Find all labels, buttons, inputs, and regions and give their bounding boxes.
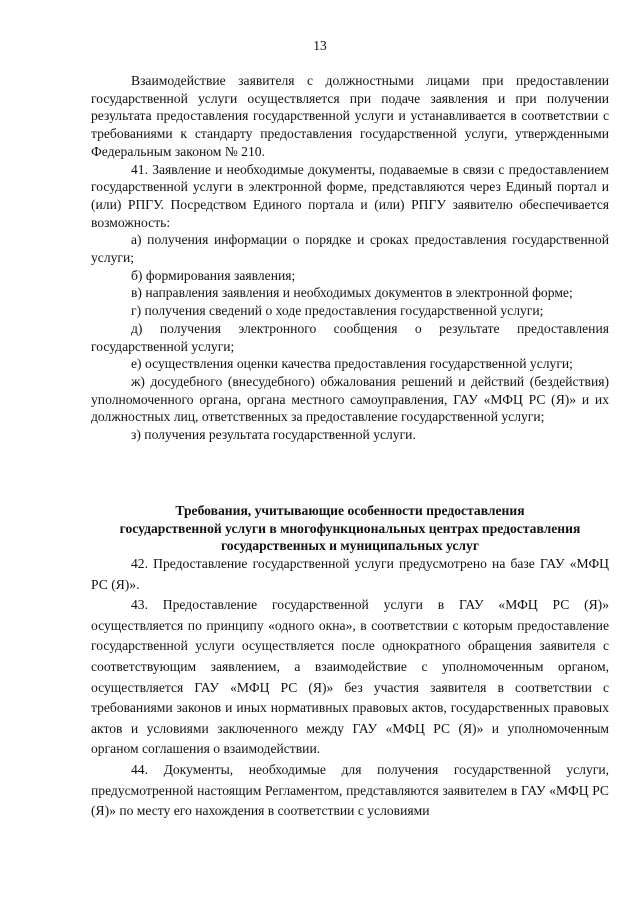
list-item: з) получения результата государственной услуги. <box>131 427 416 443</box>
heading-line: государственной услуги в многофункциональных центрах предоставления <box>119 520 581 536</box>
paragraph: Взаимодействие заявителя с должностными лицами при предоставлении государственной услуги осуществляется при подаче заявления и при получении результата предоставления государственной услуги и устанавливается в соответствии с требованиями к стандарту предоставления государственной услуги, утвержденными Федеральным законом № 210. <box>91 73 609 159</box>
paragraph: 44. Документы, необходимые для получения государственной услуги, предусмотренной настоящим Регламентом, представляются заявителем в ГАУ «МФЦ РС (Я)» по месту его нахождения в соответствии с условиями <box>91 761 609 819</box>
page-number: 13 <box>313 38 327 53</box>
list-item: е) осуществления оценки качества предоставления государственной услуги; <box>131 356 573 372</box>
body-text-bottom <box>91 554 609 822</box>
list-item: а) получения информации о порядке и сроках предоставления государственной услуги; <box>91 232 609 266</box>
paragraph: 41. Заявление и необходимые документы, подаваемые в связи с предоставлением государственной услуги в электронной форме, представляются через Единый портал и (или) РПГУ. Посредством Единого портала и (или) РПГУ заявителю обеспечивается возможность: <box>91 161 609 230</box>
heading-line: государственных и муниципальных услуг <box>220 538 480 554</box>
paragraph: 43. Предоставление государственной услуги в ГАУ «МФЦ РС (Я)» осуществляется по принципу «одного окна», в соответствии с которым предоставление государственной услуги осуществляется после однократного обращения заявителя с соответствующим заявлением, а взаимодействие с уполномоченным органом, осуществляется ГАУ «МФЦ РС (Я)» без участия заявителя в соответствии с требованиями законов и иных нормативных правовых актов, государственных правовых актов и условиями заключенного между ГАУ «МФЦ РС (Я)» и уполномоченным органом соглашения о взаимодействии. <box>91 597 609 757</box>
heading-line: Требования, учитывающие особенности предоставления <box>175 503 525 518</box>
paragraph: 42. Предоставление государственной услуги предусмотрено на базе ГАУ «МФЦ РС (Я)». <box>91 556 609 592</box>
body-text-top <box>91 72 609 444</box>
list-item: б) формирования заявления; <box>131 267 296 283</box>
list-item: ж) досудебного (внесудебного) обжалования решений и действий (бездействия) уполномоченного органа, органа местного самоуправления, ГАУ «МФЦ РС (Я)» и их должностных лиц, ответственных за предоставление государственной услуги; <box>91 373 609 425</box>
section-heading <box>91 502 609 555</box>
list-item: в) направления заявления и необходимых документов в электронной форме; <box>131 285 573 301</box>
list-item: г) получения сведений о ходе предоставления государственной услуги; <box>131 303 544 319</box>
list-item: д) получения электронного сообщения о результате предоставления государственной услуги; <box>91 320 609 354</box>
